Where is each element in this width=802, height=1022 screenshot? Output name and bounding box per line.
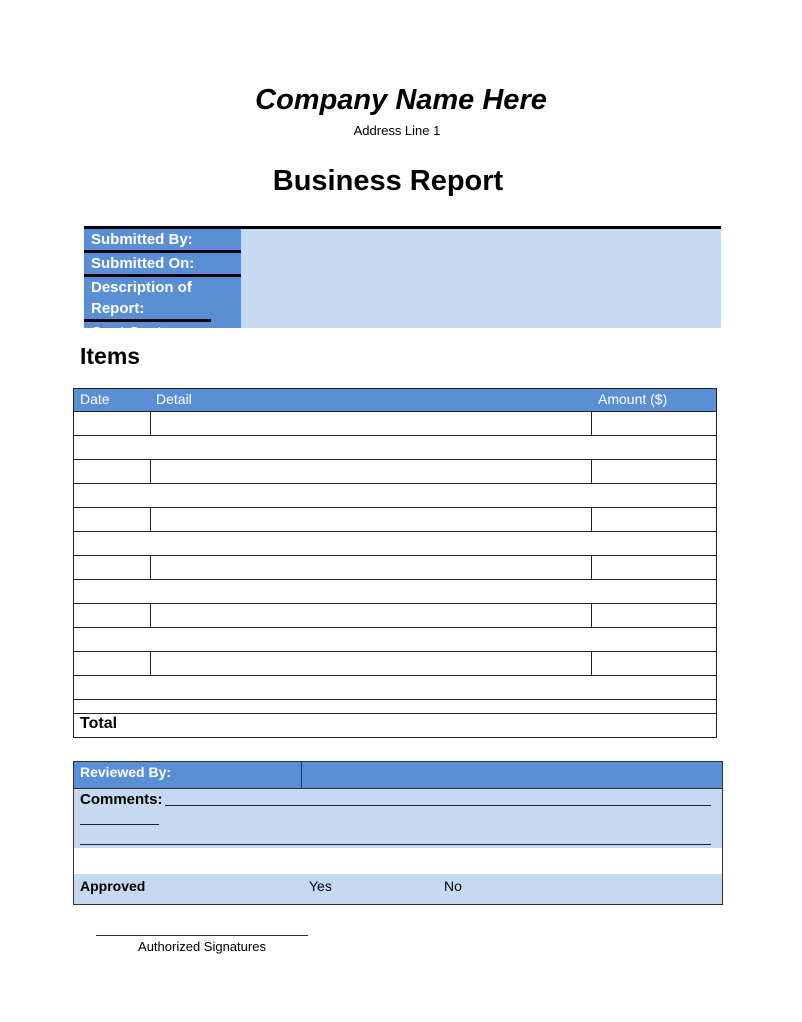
blank-row [74, 848, 722, 874]
table-row[interactable] [74, 508, 716, 532]
table-row[interactable] [74, 604, 716, 628]
table-row[interactable] [74, 700, 716, 714]
total-row [74, 714, 716, 737]
table-row[interactable] [74, 652, 716, 676]
approved-row [74, 874, 722, 904]
submitted-on-label: Submitted On: [84, 253, 241, 277]
table-row[interactable] [74, 676, 716, 700]
approved-label: Approved [80, 878, 146, 894]
submitted-by-label: Submitted By: [84, 229, 241, 253]
comments-label: Comments: [80, 791, 163, 808]
signature-line[interactable] [96, 935, 308, 936]
total-label: Total [80, 715, 118, 732]
items-heading: Items [80, 343, 141, 369]
table-row[interactable] [74, 412, 716, 436]
date-column-header: Date [80, 391, 110, 407]
approved-no-option[interactable]: No [444, 878, 462, 894]
comments-area[interactable] [74, 789, 722, 848]
report-title: Business Report [272, 165, 504, 197]
table-row[interactable] [74, 580, 716, 604]
description-label: Description of Report: [84, 277, 211, 322]
comments-line [80, 824, 159, 825]
cost-center-label: Cost Center [91, 324, 177, 341]
approved-yes-option[interactable]: Yes [309, 878, 332, 894]
items-table-header [74, 389, 716, 412]
address-line: Address Line 1 [353, 123, 441, 138]
review-section [73, 761, 723, 905]
table-row[interactable] [74, 460, 716, 484]
items-table [73, 388, 717, 738]
comments-line [80, 844, 711, 845]
company-name: Company Name Here [255, 84, 547, 116]
table-row[interactable] [74, 532, 716, 556]
reviewed-by-row [74, 762, 722, 789]
amount-column-header: Amount ($) [598, 391, 668, 407]
comments-line [165, 805, 711, 806]
reviewed-by-label: Reviewed By: [80, 764, 172, 780]
signature-label: Authorized Signatures [138, 939, 266, 954]
table-row[interactable] [74, 436, 716, 460]
detail-column-header: Detail [156, 391, 192, 407]
table-row[interactable] [74, 628, 716, 652]
info-labels [84, 229, 241, 341]
table-row[interactable] [74, 556, 716, 580]
table-row[interactable] [74, 484, 716, 508]
info-value-area[interactable] [241, 229, 721, 328]
